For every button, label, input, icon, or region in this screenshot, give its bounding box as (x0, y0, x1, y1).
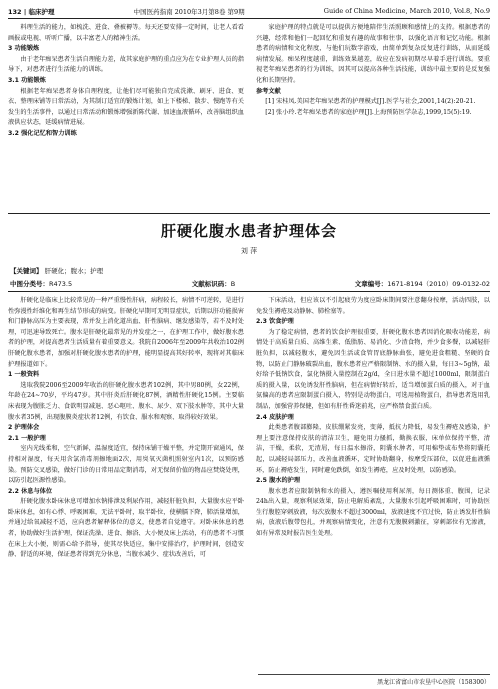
clc-label: 中图分类号： (10, 280, 49, 288)
author-affiliation: 黑龙江省富山市农垦中心医院（158300） (258, 674, 490, 686)
section-heading: 2.1 一般护理 (8, 434, 46, 442)
keywords-label: 【关键词】 (10, 267, 43, 275)
section-heading: 3.2 强化记忆和智力训练 (8, 129, 77, 137)
paragraph: 室内光线柔和，空气新鲜，温湿度适宜，保持床铺干燥平整，并定期开窗通风，保持相对湿度，每天用含氯消毒剂擦地面2次，用臭氧灭菌机照射室内1次，以预防感染。预防交叉感染，做好门诊的日常用品定期消毒，对无保留价值的物品应焚烧处理，以防引起医源性感染。 (8, 445, 244, 485)
section-heading: 参考文献 (256, 87, 281, 95)
article-title: 肝硬化腹水患者护理体会 (160, 222, 337, 240)
section-heading: 2.3 饮食护理 (256, 318, 294, 326)
header-right: Guide of China Medicine, March 2010, Vol.8, No.9 (323, 7, 490, 15)
clc-block (10, 279, 72, 288)
id-value: 1671-8194（2010）09-0132-02 (387, 280, 490, 288)
header-left: 132 | 临床护理 (8, 7, 55, 16)
keywords-line (10, 266, 490, 275)
section-heading: 3 功能锻炼 (8, 45, 40, 53)
top-right-column (256, 23, 490, 211)
id-block (355, 279, 490, 288)
section-heading: 2.4 皮肤护理 (256, 413, 294, 421)
paragraph: 家庭护理的特点就是可以提供方便地陪伴生活照顾和感情上的支持。根据患者的兴趣，经常和他们一起回忆和重复有趣的故事和往事，以强化语言和记忆功能。根据患者的病情和文化程度，与他们玩数字游戏，由简单到复杂反复进行训练，从而延缓病情发展。痴呆程度越重，训练效果越差，故应在发病初期尽早着手进行训练。要重视老年痴呆患者的行为训练，因其可以提高各种生活技能，训练中最主要的是反复强化和长期坚持。 (256, 24, 490, 84)
header-center: 中国医药指南 2010年3月第8卷 第9期 (133, 7, 245, 16)
paragraph: 肝硬化是临床上比较常见的一种严重慢性肝病，病程较长，病情不可逆转，是进行性弥漫性纤维化和再生结节形成的病变。肝硬化早期可无明显症状，后期以肝功能损害和门静脉高压为主要表现，常并发上消化道出血、肝性脑病、继发感染等，若不及时处理，可迅速导致死亡。腹水是肝硬化最常见的并发症之一，在护理工作中，做好腹水患者的护理，对提高患者生活质量有着重要意义。我院自2006年至2009年共收治102例肝硬化腹水患者，加强对肝硬化腹水患者的护理，能明显提高其好转率，现将对其临床护理报道如下。 (8, 297, 244, 368)
section-heading: 2.5 腹水的护理 (256, 477, 301, 485)
paragraph: 为了稳定病情，患者的饮食护理很重要，肝硬化腹水患者因消化吸收功能差，病情处于高质量白质、高维生素、低脂肪、易消化、少渣食物，并少食多餐，以减轻肝脏负担，以减轻腹水，避免因生活或食管胃底静脉曲张，避免进食粗糙、坚硬的食物，以防止门静脉破裂出血，腹水患者应严格限制钠、水的摄入量，每日3~5g钠，最好给予低钠饮食，氯化钠摄入量控制在2g/d，全日进水量不超过1000ml，限制蛋白质的摄入量，以免诱发肝性脑病，但在病情好转后，适当增加蛋白质的摄入，对于血氨偏高的患者应限制蛋白摄入，特别是动物蛋白，可选用植物蛋白，指导患者选用乳制品，加强营养保健，但如有肝性昏迷前兆，应严格禁食蛋白质。 (256, 328, 490, 410)
paragraph: 肝硬化腹水卧床休息可增加水钠排泄及利尿作用，减轻肝脏负担，大量腹水应平卧卧床休息，如有心悸、呼吸困难，无法平卧时，取半卧位，使横膈下降，肺活量增加，并通过给氧减轻不适，应向患者解释体位的意义，使患者自觉遵守。对卧床休息的患者，协助做好生活护理，保证洗澡、进食、擦浴、大小便及床上活动，有的患者不习惯在床上大小便，则需心给予指导，使其尽快适应，集中安排治疗，护理时间，创造安静、舒适的环境，保证患者得到充分休息，当腹水减少、症状改善后，可 (8, 498, 244, 559)
section-heading: 1 一般资料 (8, 371, 40, 379)
paragraph: 根据老年痴呆患者身体自理程度，让他们尽可能独自完成洗漱、刷牙、进食、更衣、整理床铺等日常活动，为其制订适宜的锻炼计划，如上下楼梯、散步、慢跑等有关发生的生活事件，以通过日常活动和锻炼增强新陈代谢、加速血液循环，改善脑组织血液供应状态，延缓病情进展。 (8, 87, 244, 127)
paragraph: 腹水患者应限制钠和水的摄入，遵医嘱使用利尿剂，每日测体重、腹围，记录24h出入量，观察利尿效果，防止电解质紊乱，大量腹水引起呼吸困难时，可协助医生行腹腔穿刺放液，每次放腹水不超过3000ml，放液速度不宜过快，防止诱发肝性脑病，放液后腹带包扎，并观察病情变化，注意有无腹膜刺激征，穿刺部位有无渗液，如有异常及时报告医生处理。 (256, 487, 490, 538)
divider-meta (8, 291, 490, 292)
reference-item: [1] 宋桂凤.美国老年痴呆患者的护理模式[J].医学与社会,2001,14(2):20-21. (265, 98, 476, 106)
top-left-column (8, 23, 244, 211)
id-label: 文章编号： (354, 280, 388, 288)
section-heading: 2.2 休息与体位 (8, 487, 53, 495)
section-heading: 2 护理体会 (8, 424, 40, 432)
clc-value: R473.5 (49, 280, 73, 288)
bottom-left-column (8, 296, 244, 682)
article-author: 刘 萍 (240, 247, 258, 255)
doc-value: B (230, 280, 236, 288)
doc-block (192, 279, 235, 288)
classification-line (10, 279, 490, 288)
paragraph: 料理生活的能力，如梳洗、进食、叠被褥等。每天还要安排一定时间，让老人看看画报或电视、听听广播，以丰富老人的精神生活。 (8, 24, 244, 42)
paragraph: 下床活动，但应该以不引起疲劳为度应卧床期间要注意翻身按摩，活动四肢，以免发生褥疮及动静脉、肺栓塞等。 (256, 297, 490, 315)
doc-label: 文献标识码： (191, 280, 231, 288)
bottom-right-column (256, 296, 490, 670)
divider-top (8, 213, 490, 214)
paragraph: 由于老年痴呆患者生活自理能力差，故其家庭护理的重点应为在专业护理人员的指导下，对患者进行生活能力的训练。 (8, 55, 244, 74)
section-heading: 3.1 功能锻炼 (8, 76, 46, 84)
paragraph: 此类患者腹部膨隆，皮肤绷紧发亮，变薄，抵抗力降低，易发生褥疮及感染，护理上要注意保持皮肤的清洁卫生，避免用力搔抓，勤换衣服，床单位保持平整，清洁，干燥，柔软，无渣屑，每日温水擦浴，阴囊水肿者，可用棉垫或布垫将阴囊托起，以减轻局部压力，改善血液循环，定时协助翻身，按摩受压部位，以促进血液循环，防止褥疮发生，同时避免跌倒，如发生褥疮，应及时处理，以防感染。 (256, 424, 490, 474)
keywords-text: 肝硬化；腹水；护理 (44, 267, 104, 275)
running-header (8, 4, 490, 19)
paragraph: 选取我院2006至2009年收治的肝硬化腹水患者102例，其中男80例，女22例，年龄在24~70岁，平均47岁。其中肝炎后肝硬化87例，酒精性肝硬化15例。主要临床表现为腹胀乏力、食欲明显减退、恶心呕吐、腹水、尿少、双下肢水肿等，其中大量腹水者35例，出现腹膜炎症状者12例，有饮食、服水和观察、取得较好效果。 (8, 381, 244, 421)
reference-item: [2] 张小玲.老年痴呆患者的家庭护理[J].上海预防医学杂志,1999,15(5):19. (265, 108, 472, 116)
